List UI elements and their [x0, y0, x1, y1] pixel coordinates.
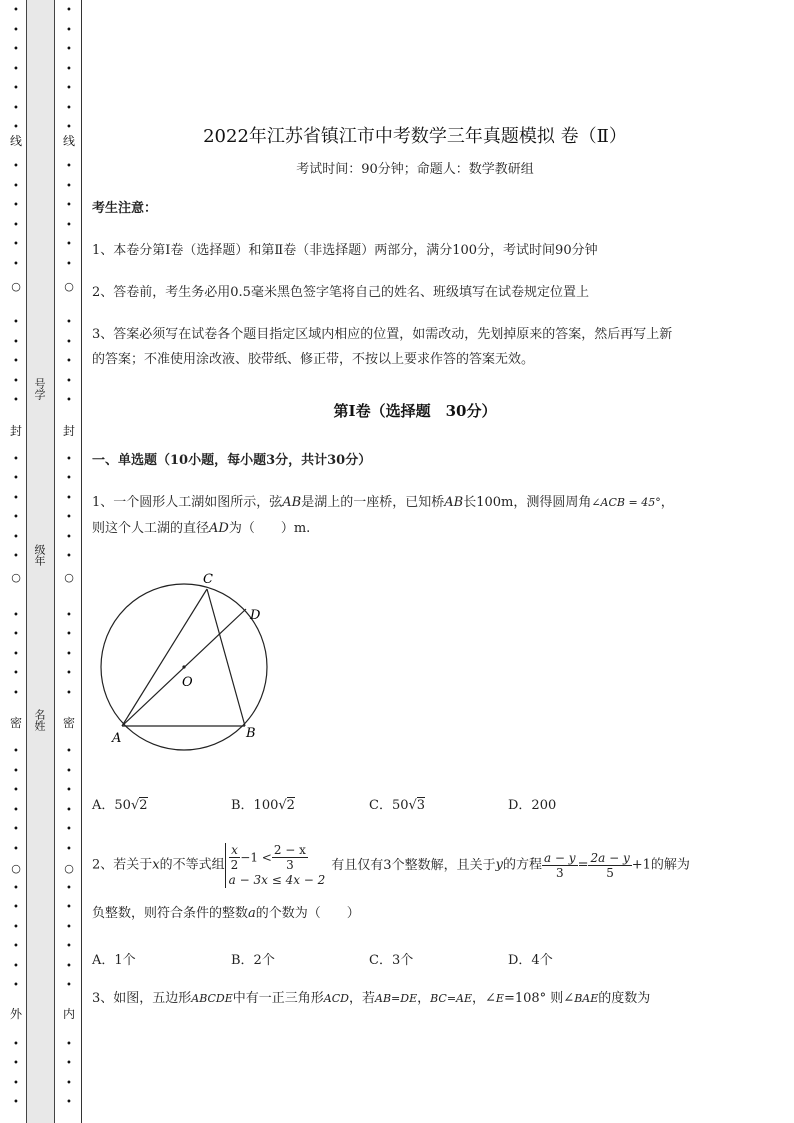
- q2-var-x: x: [152, 857, 160, 873]
- q3-angle-bae: BAE: [574, 992, 599, 1005]
- outer-circle-3: ○: [11, 862, 21, 875]
- ineq1-left-den: 2: [230, 858, 239, 872]
- inner-binding-column: [58, 0, 80, 1123]
- binding-dot: •: [13, 473, 19, 484]
- binding-dot: •: [66, 24, 72, 36]
- q1-option-c[interactable]: [369, 794, 425, 813]
- binding-dot: •: [13, 746, 19, 757]
- binding-dot: •: [66, 122, 72, 133]
- binding-dot: •: [66, 317, 72, 328]
- q2-option-c[interactable]: C．3个: [369, 953, 414, 968]
- binding-dot: •: [13, 239, 19, 250]
- binding-dot: •: [13, 102, 19, 114]
- q2-option-d[interactable]: D．4个: [508, 953, 553, 968]
- q1-option-a-radical: 2: [139, 798, 148, 813]
- eq-right-num: 2a − y: [590, 851, 630, 865]
- center-point: [182, 665, 185, 668]
- q3-angle-e: E: [495, 992, 504, 1005]
- binding-dot: •: [66, 258, 72, 270]
- eq-left-num: a − y: [543, 851, 576, 865]
- binding-dot: •: [13, 161, 19, 172]
- q1-option-a[interactable]: [92, 794, 148, 813]
- inner-mark-xian: 线: [62, 134, 75, 148]
- binding-dot: •: [13, 960, 19, 972]
- binding-dot: •: [66, 746, 72, 757]
- label-b: B: [246, 726, 256, 741]
- part-heading: 一、单选题（10小题，每小题3分，共计30分）: [92, 453, 372, 468]
- outer-circle-2: ○: [11, 571, 21, 584]
- binding-dot: •: [66, 453, 72, 465]
- q3-text-b: 中有一正三角形: [232, 991, 324, 1006]
- binding-dot: •: [66, 63, 72, 75]
- q3-line-1: [92, 986, 650, 1011]
- q2-inequality-system: [225, 843, 326, 888]
- q1-option-d-text: D．200: [508, 798, 557, 813]
- binding-dot: •: [13, 375, 19, 387]
- q2-line-1: [92, 843, 690, 888]
- binding-dot: •: [66, 843, 72, 855]
- binding-dot: •: [66, 395, 72, 406]
- binding-dot: •: [66, 980, 72, 991]
- section-title: 第Ⅰ卷（选择题 30分）: [333, 402, 497, 420]
- eq-left-frac: [542, 851, 578, 880]
- binding-dot: •: [66, 1097, 72, 1108]
- ineq1-left-num: x: [229, 843, 241, 858]
- binding-dot: •: [13, 356, 19, 367]
- binding-dot: •: [13, 1038, 19, 1050]
- binding-dot: •: [13, 200, 19, 211]
- q1-line-1: [92, 490, 674, 515]
- binding-dot: •: [13, 512, 19, 523]
- binding-dot: •: [66, 200, 72, 211]
- binding-dot: •: [66, 1038, 72, 1050]
- binding-dot: •: [66, 239, 72, 250]
- binding-dot: •: [13, 453, 19, 465]
- binding-dot: •: [13, 219, 19, 231]
- binding-dot: •: [66, 804, 72, 816]
- binding-dot: •: [66, 161, 72, 172]
- q3-triangle: ACD: [323, 992, 349, 1005]
- binding-dot: •: [66, 1058, 72, 1069]
- binding-dot: •: [13, 83, 19, 94]
- binding-dot: •: [66, 921, 72, 933]
- q2-ineq-2: a − 3x ≤ 4x − 2: [228, 873, 326, 887]
- ineq1-right-den: 3: [286, 858, 294, 872]
- ineq1-right-frac: [272, 843, 308, 872]
- field-grade: [26, 544, 53, 571]
- label-o: O: [182, 675, 193, 690]
- binding-dot: •: [66, 648, 72, 660]
- binding-dot: •: [13, 1097, 19, 1108]
- binding-dot: •: [13, 687, 19, 699]
- binding-dot: •: [13, 317, 19, 328]
- outer-mark-wai: 外: [9, 1007, 22, 1021]
- binding-dot: •: [13, 258, 19, 270]
- binding-dot: •: [66, 785, 72, 796]
- field-student-number: [26, 378, 53, 405]
- binding-dot: •: [13, 980, 19, 991]
- eq-right-den: 5: [606, 866, 614, 880]
- binding-dot: •: [13, 765, 19, 777]
- inner-mark-feng: 封: [62, 424, 75, 438]
- q3-text-g: 的度数为: [598, 991, 651, 1006]
- q1-option-b-text: B．100: [231, 798, 279, 813]
- q2-line2-b: 的个数为（ ）: [255, 906, 360, 921]
- ineq1-mid: −1 <: [240, 850, 272, 865]
- binding-dot: •: [13, 24, 19, 36]
- field-grade-label: 级年: [33, 544, 46, 566]
- q1-angle: ∠ACB = 45°: [591, 496, 661, 509]
- notice-item-2: 2、答卷前，考生务必用0.5毫米黑色签字笔将自己的姓名、班级填写在试卷规定位置上: [92, 285, 589, 300]
- outer-mark-mi: 密: [9, 716, 22, 730]
- q2-text-e: 的解为: [650, 857, 690, 873]
- outer-mark-feng: 封: [9, 424, 22, 438]
- q2-text-c: 有且仅有3个整数解，且关于: [331, 857, 496, 873]
- eq-mid: =: [577, 857, 589, 873]
- binding-dot: •: [13, 492, 19, 504]
- q2-line2-a: 负整数，则符合条件的整数: [92, 906, 249, 921]
- q3-eq1: AB=DE: [375, 992, 418, 1005]
- outer-mark-xian: 线: [9, 134, 22, 148]
- binding-dot: •: [66, 5, 72, 16]
- q1-diameter-ad: AD: [209, 521, 229, 536]
- q1-line-2: [92, 516, 310, 541]
- binding-dot: •: [13, 843, 19, 855]
- q1-chord-ab: AB: [282, 495, 302, 510]
- q2-line-2: [92, 901, 360, 926]
- field-name: [26, 709, 53, 736]
- outer-circle-1: ○: [11, 280, 21, 293]
- label-a: A: [112, 731, 122, 746]
- chord-cb: [207, 589, 245, 726]
- binding-dot: •: [66, 44, 72, 55]
- binding-dot: •: [13, 648, 19, 660]
- ineq1-left-frac: [229, 843, 241, 872]
- binding-dot: •: [13, 1058, 19, 1069]
- q2-option-b[interactable]: B．2个: [231, 953, 275, 968]
- label-d: D: [250, 608, 261, 623]
- q2-ineq-1: [229, 843, 326, 872]
- notice-item-1: 1、本卷分第Ⅰ卷（选择题）和第Ⅱ卷（非选择题）两部分，满分100分，考试时间90分钟: [92, 243, 598, 258]
- q1-option-d[interactable]: [508, 794, 556, 813]
- binding-dot: •: [66, 629, 72, 640]
- inner-circle-2: ○: [64, 571, 74, 584]
- sqrt-sign: √: [278, 798, 287, 813]
- binding-dot: •: [66, 492, 72, 504]
- q2-option-a[interactable]: A．1个: [92, 953, 136, 968]
- binding-dot: •: [13, 824, 19, 835]
- binding-dot: •: [66, 902, 72, 913]
- sqrt-sign: √: [130, 798, 140, 813]
- binding-dot: •: [13, 941, 19, 952]
- q1-circle-figure: [92, 565, 282, 755]
- label-c: C: [203, 572, 213, 587]
- inner-mark-mi: 密: [62, 716, 75, 730]
- binding-dot: •: [66, 531, 72, 543]
- binding-dot: •: [13, 44, 19, 55]
- q1-line2-a: 则这个人工湖的直径: [92, 521, 210, 536]
- q1-option-b-radical: 2: [286, 798, 295, 813]
- outer-binding-column: [6, 0, 26, 1123]
- inner-circle-1: ○: [64, 280, 74, 293]
- binding-dot: •: [66, 960, 72, 972]
- q3-text-d: ，: [417, 991, 431, 1006]
- q3-text-a: 3、如图，五边形: [92, 991, 192, 1006]
- q1-option-c-text: C．50: [369, 798, 409, 813]
- binding-dot: •: [66, 941, 72, 952]
- q3-text-f: =108° 则∠: [503, 991, 575, 1006]
- binding-dot: •: [66, 473, 72, 484]
- binding-dot: •: [13, 1077, 19, 1089]
- field-student-number-label: 号学: [33, 378, 46, 400]
- q1-text-a: 1、一个圆形人工湖如图所示，弦: [92, 495, 283, 510]
- notice-item-3: 3、答案必须写在试卷各个题目指定区域内相应的位置，如需改动，先划掉原来的答案，然后再写上新: [92, 327, 673, 342]
- binding-dot: •: [13, 336, 19, 348]
- q1-option-b[interactable]: [231, 794, 295, 813]
- q2-text-a: 2、若关于: [92, 857, 153, 873]
- eq-left-den: 3: [555, 866, 564, 880]
- binding-dot: •: [66, 83, 72, 94]
- q1-text-d: ，: [660, 495, 674, 510]
- binding-dot: •: [66, 356, 72, 367]
- binding-dot: •: [66, 375, 72, 387]
- field-name-label: 名姓: [33, 709, 46, 731]
- binding-dot: •: [13, 63, 19, 75]
- binding-dot: •: [66, 512, 72, 523]
- binding-dot: •: [13, 180, 19, 192]
- q1-text-c: 长100m，测得圆周角: [463, 495, 592, 510]
- eq-tail: +1: [631, 857, 651, 873]
- binding-rule: [81, 0, 82, 1123]
- binding-dot: •: [13, 531, 19, 543]
- binding-dot: •: [13, 902, 19, 913]
- exam-subtitle: 考试时间：90分钟；命题人：数学教研组: [296, 162, 534, 177]
- binding-dot: •: [66, 882, 72, 894]
- binding-dot: •: [66, 687, 72, 699]
- binding-dot: •: [66, 765, 72, 777]
- q1-line2-b: 为（ ）m.: [228, 521, 311, 536]
- q2-text-d: 的方程: [502, 857, 542, 873]
- q3-text-e: ，∠: [472, 991, 496, 1006]
- exam-title: 2022年江苏省镇江市中考数学三年真题模拟 卷（Ⅱ）: [203, 126, 627, 147]
- q3-text-c: ，若: [348, 991, 375, 1006]
- notice-heading: 考生注意：: [92, 201, 158, 216]
- q3-pentagon: ABCDE: [191, 992, 233, 1005]
- binding-dot: •: [66, 1077, 72, 1089]
- ineq1-right-num: 2 − x: [273, 843, 306, 857]
- binding-dot: •: [66, 668, 72, 679]
- q1-option-c-radical: 3: [416, 798, 426, 813]
- binding-dot: •: [66, 551, 72, 562]
- binding-dot: •: [13, 921, 19, 933]
- q2-text-b: 的不等式组: [159, 857, 225, 873]
- binding-dot: •: [13, 882, 19, 894]
- inner-circle-3: ○: [64, 862, 74, 875]
- q1-option-a-text: A．50: [92, 798, 131, 813]
- q3-eq2: BC=AE: [430, 992, 473, 1005]
- binding-dot: •: [13, 804, 19, 816]
- q1-bridge-ab: AB: [444, 495, 464, 510]
- binding-dot: •: [13, 609, 19, 621]
- q1-text-b: 是湖上的一座桥，已知桥: [301, 495, 445, 510]
- binding-dot: •: [66, 102, 72, 114]
- binding-dot: •: [66, 219, 72, 231]
- q2-var-a: a: [248, 906, 256, 921]
- q2-var-y: y: [495, 857, 503, 873]
- binding-dot: •: [13, 5, 19, 16]
- binding-dot: •: [66, 180, 72, 192]
- notice-item-3-cont: 的答案；不准使用涂改液、胶带纸、修正带，不按以上要求作答的答案无效。: [92, 352, 535, 367]
- binding-dot: •: [13, 629, 19, 640]
- binding-dot: •: [13, 551, 19, 562]
- inner-mark-nei: 内: [62, 1007, 75, 1021]
- binding-dot: •: [13, 785, 19, 796]
- binding-dot: •: [13, 668, 19, 679]
- sqrt-sign: √: [408, 798, 417, 813]
- binding-dot: •: [66, 609, 72, 621]
- binding-dot: •: [66, 824, 72, 835]
- binding-dot: •: [13, 395, 19, 406]
- binding-dot: •: [13, 122, 19, 133]
- binding-dot: •: [66, 336, 72, 348]
- eq-right-frac: [588, 851, 631, 880]
